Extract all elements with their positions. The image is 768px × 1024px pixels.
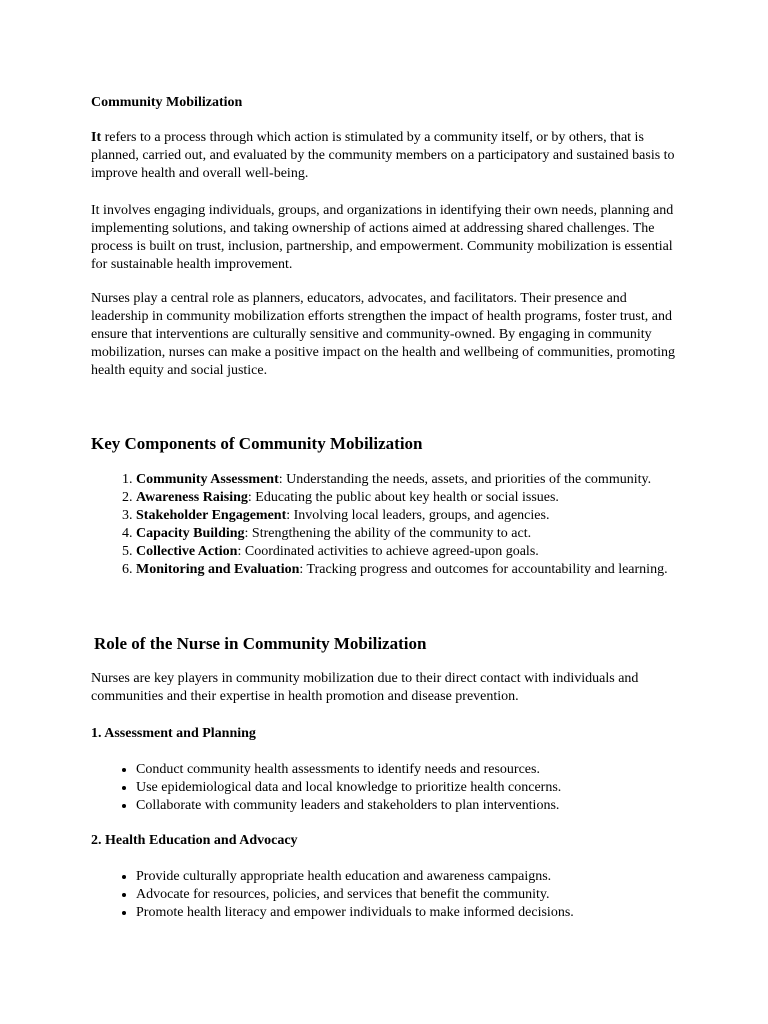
- component-term: Awareness Raising: [136, 490, 248, 505]
- list-item: [136, 561, 676, 579]
- component-desc: : Educating the public about key health or social issues.: [247, 490, 559, 505]
- definition-paragraph: [91, 129, 676, 183]
- list-item: • Conduct community health assessments to identify needs and resources.: [136, 761, 676, 779]
- list-item: • Provide culturally appropriate health education and awareness campaigns.: [136, 868, 676, 886]
- list-item: • Collaborate with community leaders and stakeholders to plan interventions.: [136, 797, 676, 815]
- assessment-planning-heading: 1. Assessment and Planning: [91, 726, 256, 741]
- list-item: [136, 489, 676, 507]
- definition-text: refers to a process through which action is stimulated by a community itself, or by others, that is planned, carried out, and evaluated by the community members on a participatory and sustained basis to improve health and overall well-being.: [91, 130, 675, 181]
- health-education-heading: 2. Health Education and Advocacy: [91, 833, 298, 848]
- component-term: Community Assessment: [136, 472, 279, 487]
- components-heading: Key Components of Community Mobilization: [91, 434, 423, 453]
- assessment-planning-list: [91, 761, 676, 815]
- list-item: • Advocate for resources, policies, and services that benefit the community.: [136, 886, 676, 904]
- list-item: [136, 507, 676, 525]
- component-desc: : Coordinated activities to achieve agreed-upon goals.: [237, 544, 539, 559]
- definition-lead: It: [91, 130, 102, 145]
- list-item: • Promote health literacy and empower individuals to make informed decisions.: [136, 904, 676, 922]
- component-desc: : Understanding the needs, assets, and priorities of the community.: [278, 472, 652, 487]
- document-title: Community Mobilization: [91, 95, 243, 110]
- component-term: Capacity Building: [136, 526, 245, 541]
- list-item: [136, 525, 676, 543]
- component-desc: : Tracking progress and outcomes for accountability and learning.: [299, 562, 668, 577]
- list-item: • Use epidemiological data and local knowledge to prioritize health concerns.: [136, 779, 676, 797]
- role-intro-paragraph: Nurses are key players in community mobilization due to their direct contact with individuals and communities and their expertise in health promotion and disease prevention.: [91, 671, 639, 704]
- component-term: Monitoring and Evaluation: [136, 562, 300, 577]
- health-education-list: [91, 868, 676, 922]
- component-term: Collective Action: [136, 544, 238, 559]
- components-list: [91, 471, 676, 579]
- involvement-paragraph: It involves engaging individuals, groups, and organizations in identifying their own needs, planning and implementing solutions, and taking ownership of actions aimed at addressing shared challenges. The process is built on trust, inclusion, partnership, and empowerment. Community mobilization is essential for sustainable health improvement.: [91, 203, 674, 272]
- list-item: [136, 471, 676, 489]
- role-heading: Role of the Nurse in Community Mobilization: [94, 634, 427, 653]
- nurses-role-paragraph: Nurses play a central role as planners, educators, advocates, and facilitators. Their presence and leadership in community mobilization efforts strengthen the impact of health programs, foster trust, and ensure that interventions are culturally sensitive and community-owned. By engaging in community mobilization, nurses can make a positive impact on the health and wellbeing of communities, promoting health equity and social justice.: [91, 291, 675, 378]
- list-item: [136, 543, 676, 561]
- component-desc: : Involving local leaders, groups, and agencies.: [286, 508, 550, 523]
- component-desc: : Strengthening the ability of the community to act.: [244, 526, 532, 541]
- component-term: Stakeholder Engagement: [136, 508, 287, 523]
